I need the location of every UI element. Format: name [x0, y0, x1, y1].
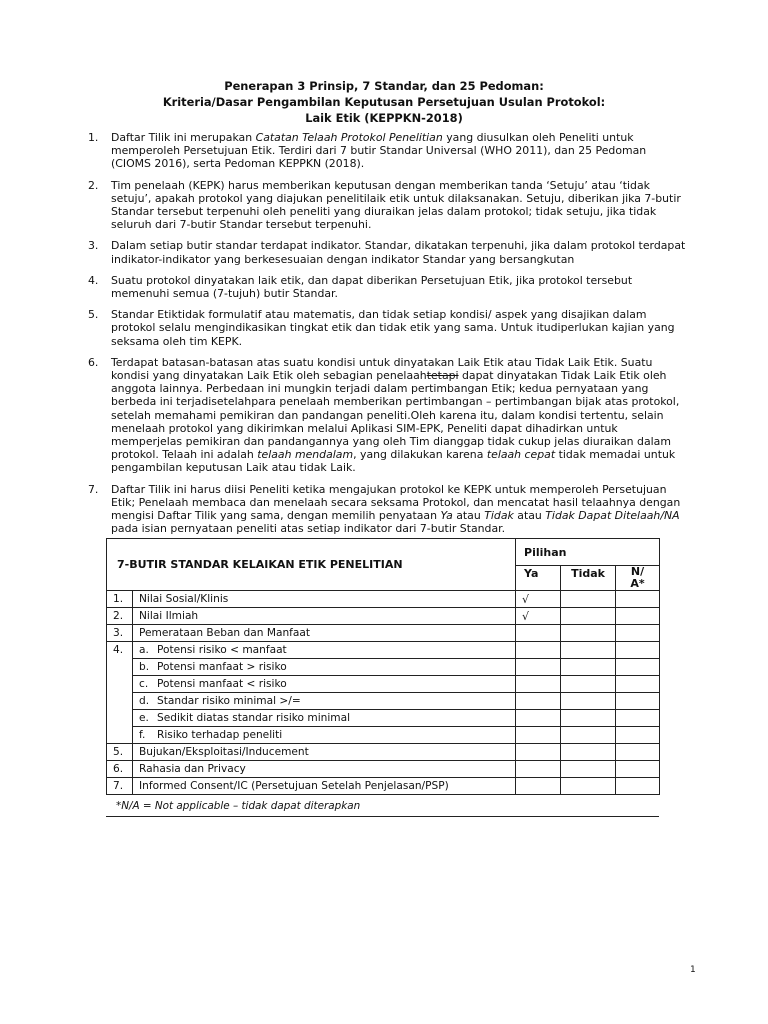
sub-letter: f.	[139, 728, 146, 741]
checkbox-ya[interactable]	[516, 642, 561, 659]
title-line-2: Kriteria/Dasar Pengambilan Keputusan Persetujuan Usulan Protokol:	[162, 95, 606, 109]
item-text: Tim penelaah (KEPK) harus memberikan keputusan dengan memberikan tanda ‘Setuju’ atau ‘tidak setuju’, apakah protokol yang diajukan penelitilaik etik untuk dilaksanakan. Setuju, diberikan jika 7-butir Standar tersebut terpenuhi oleh peneliti yang diuraikan jelas dalam protokol; tidak setuju, jika tidak seluruh dari 7-butir Standar tersebut terpenuhi.	[111, 178, 681, 232]
checkbox-tidak[interactable]	[561, 761, 616, 778]
checkbox-ya[interactable]	[516, 727, 561, 744]
row-label	[133, 659, 516, 676]
list-number: 2.	[88, 178, 99, 192]
checkbox-tidak[interactable]	[561, 727, 616, 744]
checkbox-ya[interactable]	[516, 693, 561, 710]
list-item	[88, 274, 688, 300]
item-italic: telaah cepat	[486, 448, 556, 462]
table-header-row	[107, 539, 660, 566]
sub-label: Standar risiko minimal >/=	[157, 694, 301, 707]
checkbox-na[interactable]	[616, 676, 660, 693]
checkbox-tidak[interactable]	[561, 778, 616, 795]
item-italic: Tidak	[484, 509, 514, 523]
checkbox-na[interactable]	[616, 642, 660, 659]
checkbox-tidak[interactable]	[561, 608, 616, 625]
table-row	[107, 625, 660, 642]
checkbox-na[interactable]	[616, 778, 660, 795]
checkbox-tidak[interactable]	[561, 591, 616, 608]
sub-letter: b.	[139, 660, 150, 673]
checkbox-ya[interactable]	[516, 710, 561, 727]
table-row	[107, 693, 660, 710]
sub-label: Potensi manfaat < risiko	[157, 677, 287, 690]
title-line-1: Penerapan 3 Prinsip, 7 Standar, dan 25 Pedoman:	[224, 79, 544, 93]
list-item	[88, 179, 688, 232]
checkbox-tidak[interactable]	[561, 693, 616, 710]
item-text: tidak memadai untuk pengambilan keputusan Laik atau tidak Laik.	[111, 448, 676, 475]
item-italic: Catatan Telaah Protokol Penelitian	[255, 131, 443, 144]
row-number: 2.	[107, 608, 133, 625]
item-text: Standar Etiktidak formulatif atau matematis, dan tidak setiap kondisi/ aspek yang disajikan dalam protokol selalu mengindikasikan tingkat etik dan tidak etik yang sama. Untuk itudiperlukan kajian yang seksama oleh tim KEPK.	[111, 308, 675, 348]
table-header-pilihan: Pilihan	[516, 539, 660, 566]
item-strikethrough: tetapi	[426, 369, 459, 383]
list-item	[88, 483, 688, 536]
row-label: Informed Consent/IC (Persetujuan Setelah Penjelasan/PSP)	[133, 778, 516, 795]
list-number: 4.	[88, 273, 99, 287]
table-row	[107, 727, 660, 744]
item-text: atau	[452, 509, 485, 523]
row-label	[133, 693, 516, 710]
item-text: Dalam setiap butir standar terdapat indikator. Standar, dikatakan terpenuhi, jika dalam protokol terdapat indikator-indikator yang berkesesuaian dengan indikator Standar yang bersangkutan	[111, 239, 686, 266]
table-row	[107, 591, 660, 608]
standards-table	[106, 538, 660, 795]
sub-letter: e.	[139, 711, 149, 724]
item-italic: Ya	[440, 509, 453, 523]
checkbox-ya[interactable]	[516, 676, 561, 693]
sub-label: Risiko terhadap peneliti	[157, 728, 283, 741]
sub-label: Sedikit diatas standar risiko minimal	[157, 711, 351, 724]
item-italic: telaah mendalam	[257, 448, 354, 462]
checkbox-na[interactable]	[616, 761, 660, 778]
table-row	[107, 608, 660, 625]
list-number: 1.	[88, 131, 99, 144]
table-footnote: *N/A = Not applicable – tidak dapat diterapkan	[116, 800, 361, 812]
table-row	[107, 659, 660, 676]
row-label: Rahasia dan Privacy	[133, 761, 516, 778]
item-text: yang diusulkan oleh Peneliti untuk memperoleh Persetujuan Etik. Terdiri dari 7 butir Standar Universal (WHO 2011), dan 25 Pedoman (CIOMS 2016), serta Pedoman KEPPKN (2018).	[111, 131, 647, 171]
checkbox-na[interactable]	[616, 693, 660, 710]
row-label: Bujukan/Eksploitasi/Inducement	[133, 744, 516, 761]
checkbox-tidak[interactable]	[561, 642, 616, 659]
sub-label: Potensi manfaat > risiko	[157, 660, 287, 673]
list-number: 7.	[88, 482, 99, 496]
row-label: Nilai Ilmiah	[133, 608, 516, 625]
list-number: 5.	[88, 308, 99, 322]
row-number: 7.	[107, 778, 133, 795]
checkbox-ya[interactable]	[516, 625, 561, 642]
list-item	[88, 131, 688, 171]
checkbox-tidak[interactable]	[561, 659, 616, 676]
row-number: 3.	[107, 625, 133, 642]
checkbox-ya[interactable]	[516, 744, 561, 761]
instruction-list	[88, 131, 688, 543]
row-number: 1.	[107, 591, 133, 608]
row-number: 5.	[107, 744, 133, 761]
checkbox-na[interactable]	[616, 727, 660, 744]
item-text: , yang dilakukan karena	[353, 448, 487, 462]
checkbox-na[interactable]	[616, 591, 660, 608]
row-label	[133, 710, 516, 727]
list-item	[88, 356, 688, 475]
checkbox-tidak[interactable]	[561, 710, 616, 727]
table-row	[107, 710, 660, 727]
item-text: Suatu protokol dinyatakan laik etik, dan dapat diberikan Persetujuan Etik, jika protokol tersebut memenuhi semua (7-tujuh) butir Standar.	[111, 273, 633, 301]
table-header-title: 7-BUTIR STANDAR KELAIKAN ETIK PENELITIAN	[107, 539, 516, 591]
checkbox-ya[interactable]: √	[516, 591, 561, 608]
checkbox-ya[interactable]	[516, 778, 561, 795]
page-number: 1	[690, 965, 696, 975]
item-text: pada isian pernyataan peneliti atas setiap indikator dari 7-butir Standar.	[111, 522, 506, 536]
row-label	[133, 642, 516, 659]
list-number: 3.	[88, 239, 99, 253]
checkbox-tidak[interactable]	[561, 625, 616, 642]
table-row	[107, 761, 660, 778]
list-item	[88, 239, 688, 265]
table-row	[107, 744, 660, 761]
sub-label: Potensi risiko < manfaat	[157, 643, 287, 656]
item-text: Terdapat batasan-batasan atas suatu kondisi untuk dinyatakan Laik Etik atau Tidak Laik Etik. Suatu kondisi yang dinyatakan Laik Etik oleh sebagian penelaah	[111, 355, 653, 383]
row-label	[133, 676, 516, 693]
table-row	[107, 676, 660, 693]
footnote-divider	[106, 816, 659, 817]
table-row	[107, 778, 660, 795]
row-label: Nilai Sosial/Klinis	[133, 591, 516, 608]
checkbox-ya[interactable]	[516, 761, 561, 778]
checkbox-ya[interactable]	[516, 659, 561, 676]
checkbox-na[interactable]	[616, 608, 660, 625]
checkbox-na[interactable]	[616, 710, 660, 727]
checkbox-na[interactable]	[616, 625, 660, 642]
item-text: Daftar Tilik ini merupakan	[111, 131, 256, 144]
column-ya: Ya	[516, 566, 561, 591]
checkbox-na[interactable]	[616, 744, 660, 761]
column-na: N/ A*	[616, 566, 660, 591]
sub-letter: d.	[139, 694, 150, 707]
row-number: 4.	[107, 642, 133, 744]
row-label	[133, 727, 516, 744]
list-item	[88, 308, 688, 348]
row-label: Pemerataan Beban dan Manfaat	[133, 625, 516, 642]
list-number: 6.	[88, 355, 99, 369]
sub-letter: c.	[139, 677, 149, 690]
item-text: atau	[513, 509, 546, 523]
checkbox-na[interactable]	[616, 659, 660, 676]
sub-letter: a.	[139, 643, 149, 656]
checkbox-tidak[interactable]	[561, 676, 616, 693]
table-row	[107, 642, 660, 659]
checkbox-ya[interactable]: √	[516, 608, 561, 625]
item-text: Daftar Tilik ini harus diisi Peneliti ketika mengajukan protokol ke KEPK untuk memperoleh Persetujuan Etik; Penelaah membaca dan menelaah secara seksama Protokol, dan mencatat hasil telaahnya dengan mengisi Daftar Tilik yang sama, dengan memilih penyataan	[111, 482, 681, 523]
column-tidak: Tidak	[561, 566, 616, 591]
item-text: dapat dinyatakan Tidak Laik Etik oleh anggota lainnya. Perbedaan ini mungkin terjadi dalam pertimbangan Etik; kedua pernyataan yang berbeda ini terjadisetelahpara penelaah memberikan pertimbangan – pertimbangan bijak atas protokol, setelah memahami pemikiran dan pandangan peneliti.Oleh karena itu, dalam kondisi tertentu, selain menelaah protokol yang dikirimkan melalui Aplikasi SIM-EPK, Peneliti dapat dihadirkan untuk memperjelas pemikiran dan pandangannya yang oleh Tim dianggap tidak cukup jelas diuraikan dalam protokol. Telaah ini adalah	[111, 369, 680, 462]
row-number: 6.	[107, 761, 133, 778]
checkbox-tidak[interactable]	[561, 744, 616, 761]
item-italic: Tidak Dapat Ditelaah/NA	[545, 509, 680, 523]
title-line-3: Laik Etik (KEPPKN-2018)	[305, 111, 463, 125]
